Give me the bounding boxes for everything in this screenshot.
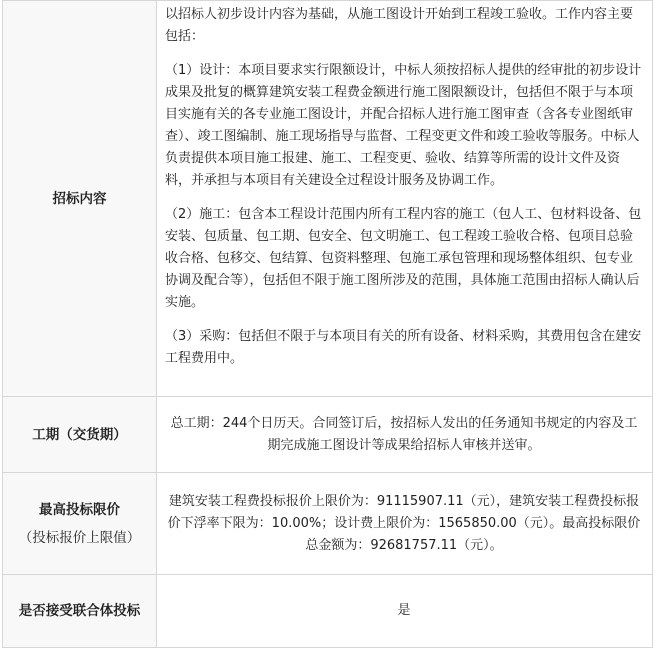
max-bid-price-sublabel: （投标报价上限值） xyxy=(18,529,141,546)
consortium-value: 是 xyxy=(157,575,653,648)
tender-content-intro: 以招标人初步设计内容为基础，从施工图设计开始到工程竣工验收。工作内容主要包括： xyxy=(165,7,634,44)
tender-content-row xyxy=(3,1,653,397)
construction-period-label: 工期（交货期） xyxy=(3,397,157,473)
consortium-label: 是否接受联合体投标 xyxy=(3,575,157,648)
tender-content-procurement: （3）采购：包括但不限于与本项目有关的所有设备、材料采购，其费用包含在建安工程费用中。 xyxy=(165,329,642,366)
max-bid-price-label-cell xyxy=(3,473,157,575)
tender-content-construction: （2）施工：包含本工程设计范围内所有工程内容的施工（包人工、包材料设备、包安装、包质量、包工期、包安全、包文明施工、包工程竣工验收合格、包项目总验收合格、包移交、包结算、包资料整理、包施工承包管理和现场整体组织、包专业协调及配合等），包括但不限于施工图所涉及的范围，具体施工范围由招标人确认后实施。 xyxy=(165,207,642,310)
max-bid-price-label: 最高投标限价 xyxy=(39,501,120,518)
tender-info-table xyxy=(2,0,653,648)
consortium-row xyxy=(3,575,653,648)
tender-content-label: 招标内容 xyxy=(3,1,157,397)
construction-period-row xyxy=(3,397,653,473)
max-bid-price-row xyxy=(3,473,653,575)
tender-content-design: （1）设计：本项目要求实行限额设计，中标人须按招标人提供的经审批的初步设计成果及批复的概算建筑安装工程费金额进行施工图限额设计，包括但不限于与本项目实施有关的各专业施工图设计，并配合招标人进行施工图审查（含各专业图纸审查）、竣工图编制、施工现场指导与监督、工程变更文件和竣工验收等服务。中标人负责提供本项目施工报建、施工、工程变更、验收、结算等所需的设计文件及资料，并承担与本项目有关建设全过程设计服务及协调工作。 xyxy=(165,63,642,188)
tender-content-value xyxy=(157,1,653,397)
construction-period-value: 总工期：244个日历天。合同签订后，按招标人发出的任务通知书规定的内容及工期完成施工图设计等成果给招标人审核并送审。 xyxy=(157,397,653,473)
max-bid-price-value: 建筑安装工程费投标报价上限价为：91115907.11（元），建筑安装工程费投标报价下浮率下限为：10.00%；设计费上限价为：1565850.00（元）。最高投标限价总金额为：92681757.11（元）。 xyxy=(157,473,653,575)
